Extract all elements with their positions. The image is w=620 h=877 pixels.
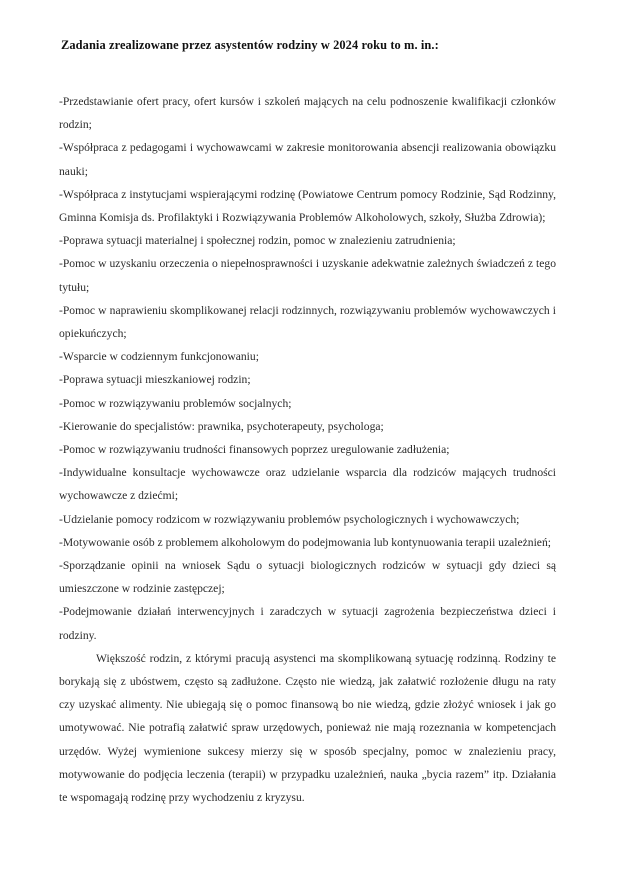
list-item: -Indywidualne konsultacje wychowawcze oraz udzielanie wsparcia dla rodziców mających trudności wychowawcze z dziećmi; bbox=[59, 466, 556, 503]
list-item: -Poprawa sytuacji materialnej i społecznej rodzin, pomoc w znalezieniu zatrudnienia; bbox=[59, 234, 456, 248]
list-item: -Pomoc w uzyskaniu orzeczenia o niepełnosprawności i uzyskanie adekwatnie zależnych świadczeń z tego tytułu; bbox=[59, 257, 556, 294]
list-item: -Wsparcie w codziennym funkcjonowaniu; bbox=[59, 350, 259, 364]
list-item: -Poprawa sytuacji mieszkaniowej rodzin; bbox=[59, 373, 251, 387]
summary-paragraph: Większość rodzin, z którymi pracują asystenci ma skomplikowaną sytuację rodzinną. Rodziny te borykają się z ubóstwem, często są zadłużone. Często nie wiedzą, jak załatwić rozłożenie długu na raty czy uzyskać alimenty. Nie ubiegają się o pomoc finansową bo nie wiedzą, gdzie złożyć wniosek i jak go umotywować. Nie potrafią załatwić spraw urzędowych, ponieważ nie mają rozeznania w kompetencjach urzędów. Wyżej wymienione sukcesy mierzy się w sposób specjalny, pomoc w znalezieniu pracy, motywowanie do podjęcia leczenia (terapii) w przypadku uzależnień, nauka „bycia razem” itp. Działania te wspomagają rodzinę przy wychodzeniu z kryzysu. bbox=[59, 651, 556, 805]
list-item: -Pomoc w rozwiązywaniu problemów socjalnych; bbox=[59, 396, 292, 410]
list-item: -Motywowanie osób z problemem alkoholowym do podejmowania lub kontynuowania terapii uzależnień; bbox=[59, 535, 551, 549]
document-heading: Zadania zrealizowane przez asystentów rodziny w 2024 roku to m. in.: bbox=[61, 38, 439, 52]
list-item: -Udzielanie pomocy rodzicom w rozwiązywaniu problemów psychologicznych i wychowawczych; bbox=[59, 512, 520, 526]
list-item: -Pomoc w rozwiązywaniu trudności finansowych poprzez uregulowanie zadłużenia; bbox=[59, 443, 450, 457]
list-item: -Pomoc w naprawieniu skomplikowanej relacji rodzinnych, rozwiązywaniu problemów wychowawczych i opiekuńczych; bbox=[59, 303, 556, 341]
list-item: -Współpraca z instytucjami wspierającymi rodzinę (Powiatowe Centrum pomocy Rodzinie, Sąd Rodzinny, Gminna Komisja ds. Profilaktyki i Rozwiązywania Problemów Alkoholowych, szkoły, Służba Zdrowia); bbox=[59, 187, 556, 225]
list-item: -Współpraca z pedagogami i wychowawcami w zakresie monitorowania absencji realizowania obowiązku nauki; bbox=[59, 141, 556, 178]
list-item: -Kierowanie do specjalistów: prawnika, psychoterapeuty, psychologa; bbox=[59, 419, 384, 433]
list-item: -Sporządzanie opinii na wniosek Sądu o sytuacji biologicznych rodziców w sytuacji gdy dzieci są umieszczone w rodzinie zastępczej; bbox=[59, 559, 556, 596]
task-list bbox=[59, 90, 556, 647]
list-item: -Podejmowanie działań interwencyjnych i zaradczych w sytuacji zagrożenia bezpieczeństwa dzieci i rodziny. bbox=[59, 605, 556, 642]
list-item: -Przedstawianie ofert pracy, ofert kursów i szkoleń mających na celu podnoszenie kwalifikacji członków rodzin; bbox=[59, 95, 556, 132]
